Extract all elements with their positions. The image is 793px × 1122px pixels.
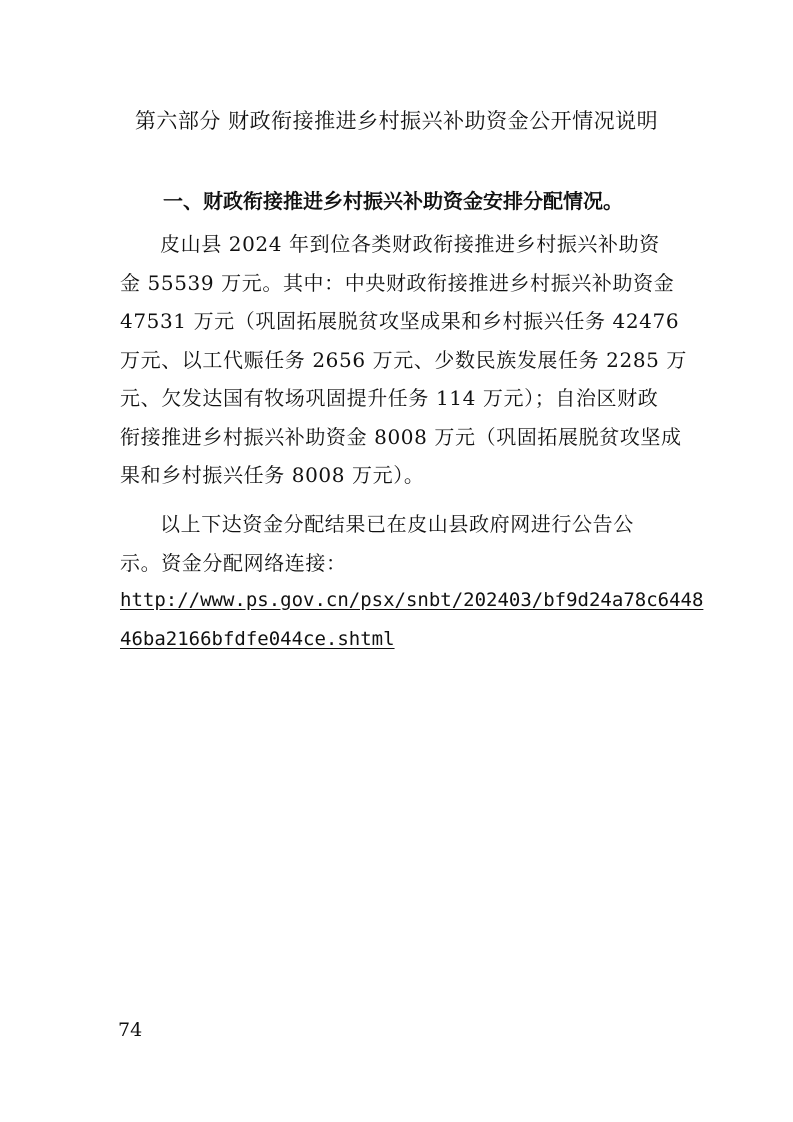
page-number: 74 [118, 1019, 143, 1041]
paragraph-publication-notice [120, 505, 675, 582]
paragraph-line: 衔接推进乡村振兴补助资金 8008 万元（巩固拓展脱贫攻坚成 [120, 424, 682, 449]
allocation-link[interactable] [120, 581, 703, 658]
paragraph-line: 元、欠发达国有牧场巩固提升任务 114 万元）；自治区财政 [120, 386, 659, 410]
paragraph-line: 47531 万元（巩固拓展脱贫攻坚成果和乡村振兴任务 42476 [120, 309, 680, 333]
paragraph-line: 金 55539 万元。其中：中央财政衔接推进乡村振兴补助资金 [120, 270, 675, 295]
paragraph-line: 以上下达资金分配结果已在皮山县政府网进行公告公 [160, 512, 634, 536]
page-title: 第六部分 财政衔接推进乡村振兴补助资金公开情况说明 [134, 109, 659, 133]
link-line[interactable]: 46ba2166bfdfe044ce.shtml [120, 627, 395, 650]
section-heading: 一、财政衔接推进乡村振兴补助资金安排分配情况。 [163, 189, 623, 213]
paragraph-line: 万元、以工代赈任务 2656 万元、少数民族发展任务 2285 万 [120, 347, 688, 372]
paragraph-line: 示。资金分配网络连接： [120, 550, 347, 575]
link-line[interactable]: http://www.ps.gov.cn/psx/snbt/202403/bf9d24a78c6448 [120, 589, 704, 611]
paragraph-line: 皮山县 2024 年到位各类财政衔接推进乡村振兴补助资 [160, 232, 660, 256]
paragraph-line: 果和乡村振兴任务 8008 万元）。 [120, 463, 425, 487]
paragraph-funding-allocation [120, 225, 688, 495]
